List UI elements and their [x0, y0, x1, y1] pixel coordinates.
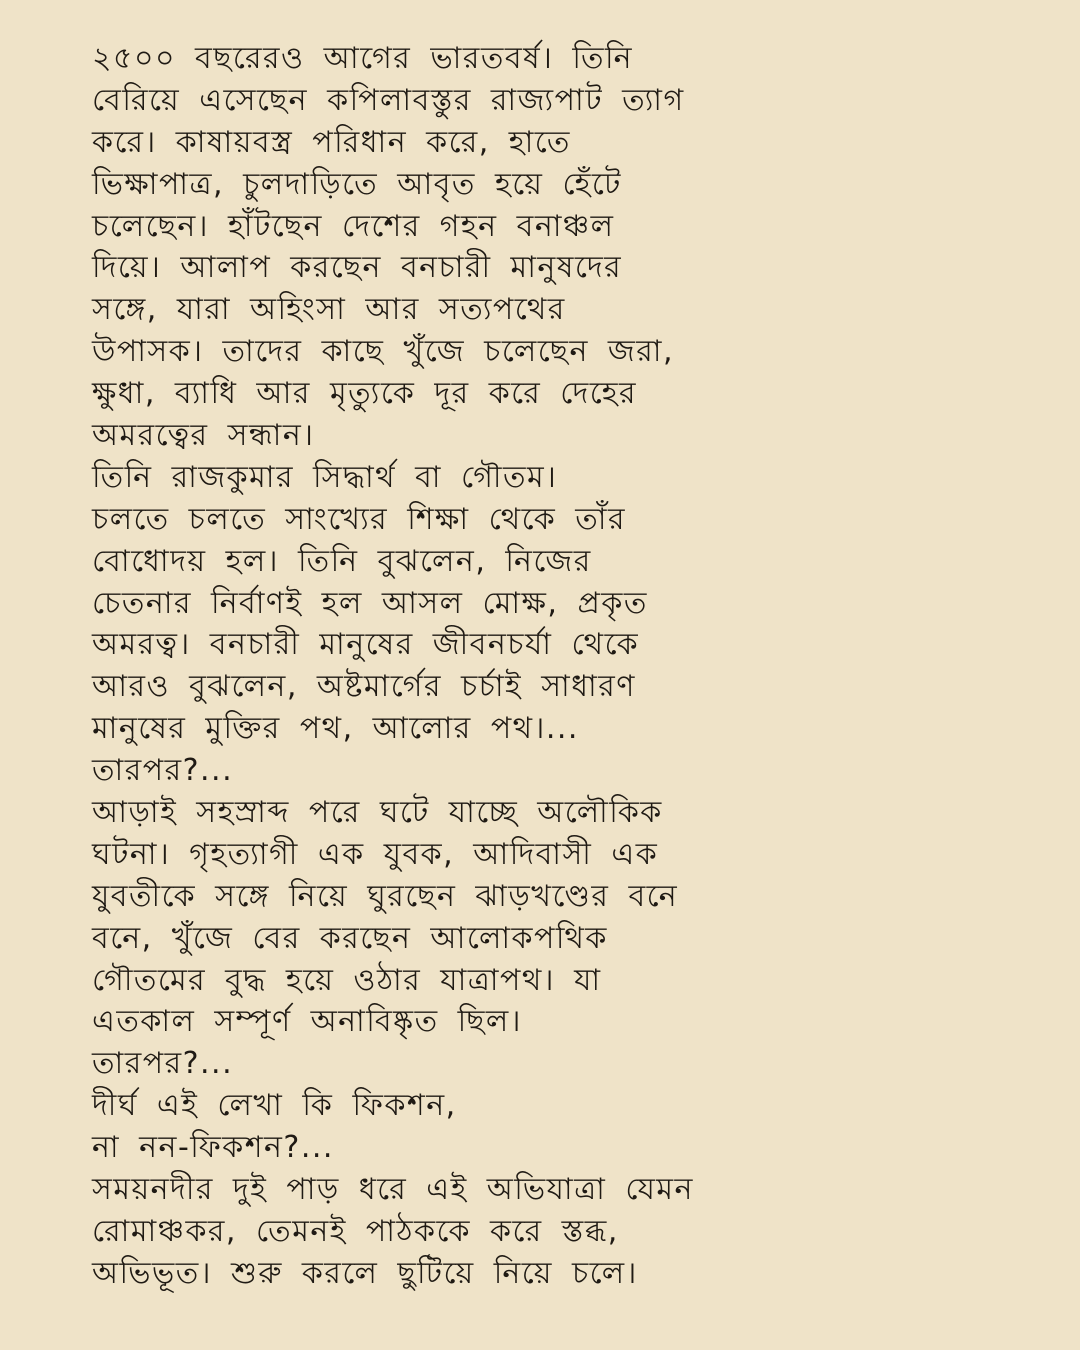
text-line: ২৫০০ বছরেরও আগের ভারতবর্ষ। তিনি	[92, 41, 633, 76]
text-line: আড়াই সহস্রাব্দ পরে ঘটে যাচ্ছে অলৌকিক	[92, 795, 663, 831]
text-line: মানুষের মুক্তির পথ, আলোর পথ।...	[92, 711, 579, 747]
text-line: তিনি রাজকুমার সিদ্ধার্থ বা গৌতম।	[92, 459, 558, 495]
text-line: যুবতীকে সঙ্গে নিয়ে ঘুরছেন ঝাড়খণ্ডের বনে	[92, 878, 679, 914]
blurb-text	[92, 38, 992, 1295]
text-line: তারপর?...	[92, 753, 234, 789]
text-line: বনে, খুঁজে বের করছেন আলোকপথিক	[92, 920, 608, 956]
text-line: তারপর?...	[92, 1046, 234, 1082]
text-line: বোধোদয় হল। তিনি বুঝলেন, নিজের	[92, 543, 592, 579]
text-line: চেতনার নির্বাণই হল আসল মোক্ষ, প্রকৃত	[92, 585, 648, 621]
text-line: করে। কাষায়বস্ত্র পরিধান করে, হাতে	[92, 124, 571, 160]
text-line: না নন-ফিকশন?...	[92, 1130, 334, 1166]
text-line: দিয়ে। আলাপ করছেন বনচারী মানুষদের	[92, 250, 623, 286]
text-line: অভিভূত। শুরু করলে ছুটিয়ে নিয়ে চলে।	[92, 1255, 638, 1291]
text-line: অমরত্ব। বনচারী মানুষের জীবনচর্যা থেকে	[92, 627, 640, 663]
text-line: ক্ষুধা, ব্যাধি আর মৃত্যুকে দূর করে দেহের	[92, 376, 638, 412]
text-line: রোমাঞ্চকর, তেমনই পাঠককে করে স্তব্ধ,	[92, 1213, 619, 1249]
text-line: আরও বুঝলেন, অষ্টমার্গের চর্চাই সাধারণ	[92, 669, 636, 705]
text-line: উপাসক। তাদের কাছে খুঁজে চলেছেন জরা,	[92, 334, 675, 370]
text-line: ভিক্ষাপাত্র, চুলদাড়িতে আবৃত হয়ে হেঁটে	[92, 166, 622, 202]
text-line: সময়নদীর দুই পাড় ধরে এই অভিযাত্রা যেমন	[92, 1172, 694, 1208]
text-line: দীর্ঘ এই লেখা কি ফিকশন,	[92, 1088, 457, 1124]
text-line: অমরত্বের সন্ধান।	[92, 418, 315, 454]
text-line: বেরিয়ে এসেছেন কপিলাবস্তুর রাজ্যপাট ত্যাগ	[92, 82, 685, 118]
text-line: সঙ্গে, যারা অহিংসা আর সত্যপথের	[92, 292, 566, 328]
text-line: চলতে চলতে সাংখ্যের শিক্ষা থেকে তাঁর	[92, 501, 626, 537]
text-line: এতকাল সম্পূর্ণ অনাবিষ্কৃত ছিল।	[92, 1004, 522, 1040]
text-line: গৌতমের বুদ্ধ হয়ে ওঠার যাত্রাপথ। যা	[92, 962, 602, 998]
text-line: চলেছেন। হাঁটছেন দেশের গহন বনাঞ্চল	[92, 208, 615, 244]
text-line: ঘটনা। গৃহত্যাগী এক যুবক, আদিবাসী এক	[92, 836, 659, 872]
